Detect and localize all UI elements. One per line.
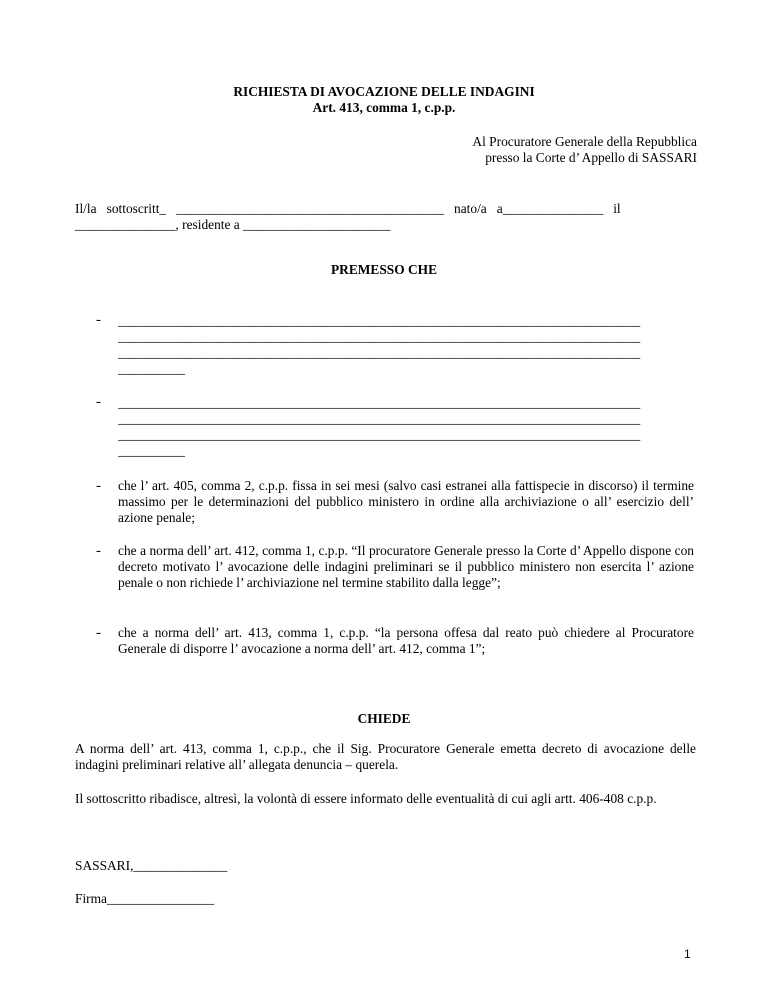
premise-item-text: che l’ art. 405, comma 2, c.p.p. fissa in sei mesi (salvo casi estranei alla fattispecie in discorso) il termine massimo per le determinazioni del pubblico ministero in ordine alla archiviazione o all’ esercizio dell’ azione penale; xyxy=(118,478,694,525)
blank-line: ______________________________________________________________________________ xyxy=(118,427,641,442)
request-heading: CHIEDE xyxy=(357,711,411,726)
bullet-dash: - xyxy=(96,394,101,410)
blank-line: ______________________________________________________________________________ xyxy=(118,395,641,410)
place-date-field: SASSARI,______________ xyxy=(75,858,228,873)
document-title: RICHIESTA DI AVOCAZIONE DELLE INDAGINI xyxy=(233,84,535,99)
request-paragraph-2: Il sottoscritto ribadisce, altresì, la volontà di essere informato delle eventualità di cui agli artt. 406-408 c.p.p. xyxy=(75,791,657,806)
bullet-dash: - xyxy=(96,312,101,328)
page-number: 1 xyxy=(684,947,691,961)
blank-line: ______________________________________________________________________________ xyxy=(118,329,641,344)
addressee-line-2: presso la Corte d’ Appello di SASSARI xyxy=(485,150,697,165)
applicant-line-1: Il/la sottoscritt_ ________________________________________ nato/a a_______________ il xyxy=(75,201,621,216)
blank-line: ______________________________________________________________________________ xyxy=(118,411,641,426)
premise-item-text: che a norma dell’ art. 412, comma 1, c.p.p. “Il procuratore Generale presso la Corte d’ Appello dispone con decreto motivato l’ avocazione delle indagini preliminari se il pubblico ministero non esercita l’ azione penale o non richiede l’ archiviazione nel termine stabilito dalla legge”; xyxy=(118,543,694,590)
premise-item-text: che a norma dell’ art. 413, comma 1, c.p.p. “la persona offesa dal reato può chiedere al Procuratore Generale di disporre l’ avocazione a norma dell’ art. 412, comma 1”; xyxy=(118,625,694,656)
bullet-dash: - xyxy=(96,625,101,641)
request-paragraph-1: A norma dell’ art. 413, comma 1, c.p.p., che il Sig. Procuratore Generale emetta decreto di avocazione delle indagini preliminari relative all’ allegata denuncia – querela. xyxy=(75,741,696,772)
bullet-dash: - xyxy=(96,478,101,494)
bullet-dash: - xyxy=(96,543,101,559)
blank-line: ______________________________________________________________________________ xyxy=(118,345,641,360)
blank-line: __________ xyxy=(118,443,185,458)
premise-heading: PREMESSO CHE xyxy=(330,262,438,277)
addressee-line-1: Al Procuratore Generale della Repubblica xyxy=(472,134,697,149)
blank-line: __________ xyxy=(118,361,185,376)
document-subtitle: Art. 413, comma 1, c.p.p. xyxy=(312,100,456,115)
blank-line: ______________________________________________________________________________ xyxy=(118,313,641,328)
signature-field: Firma________________ xyxy=(75,891,215,906)
applicant-line-2: _______________, residente a ______________________ xyxy=(75,217,391,232)
